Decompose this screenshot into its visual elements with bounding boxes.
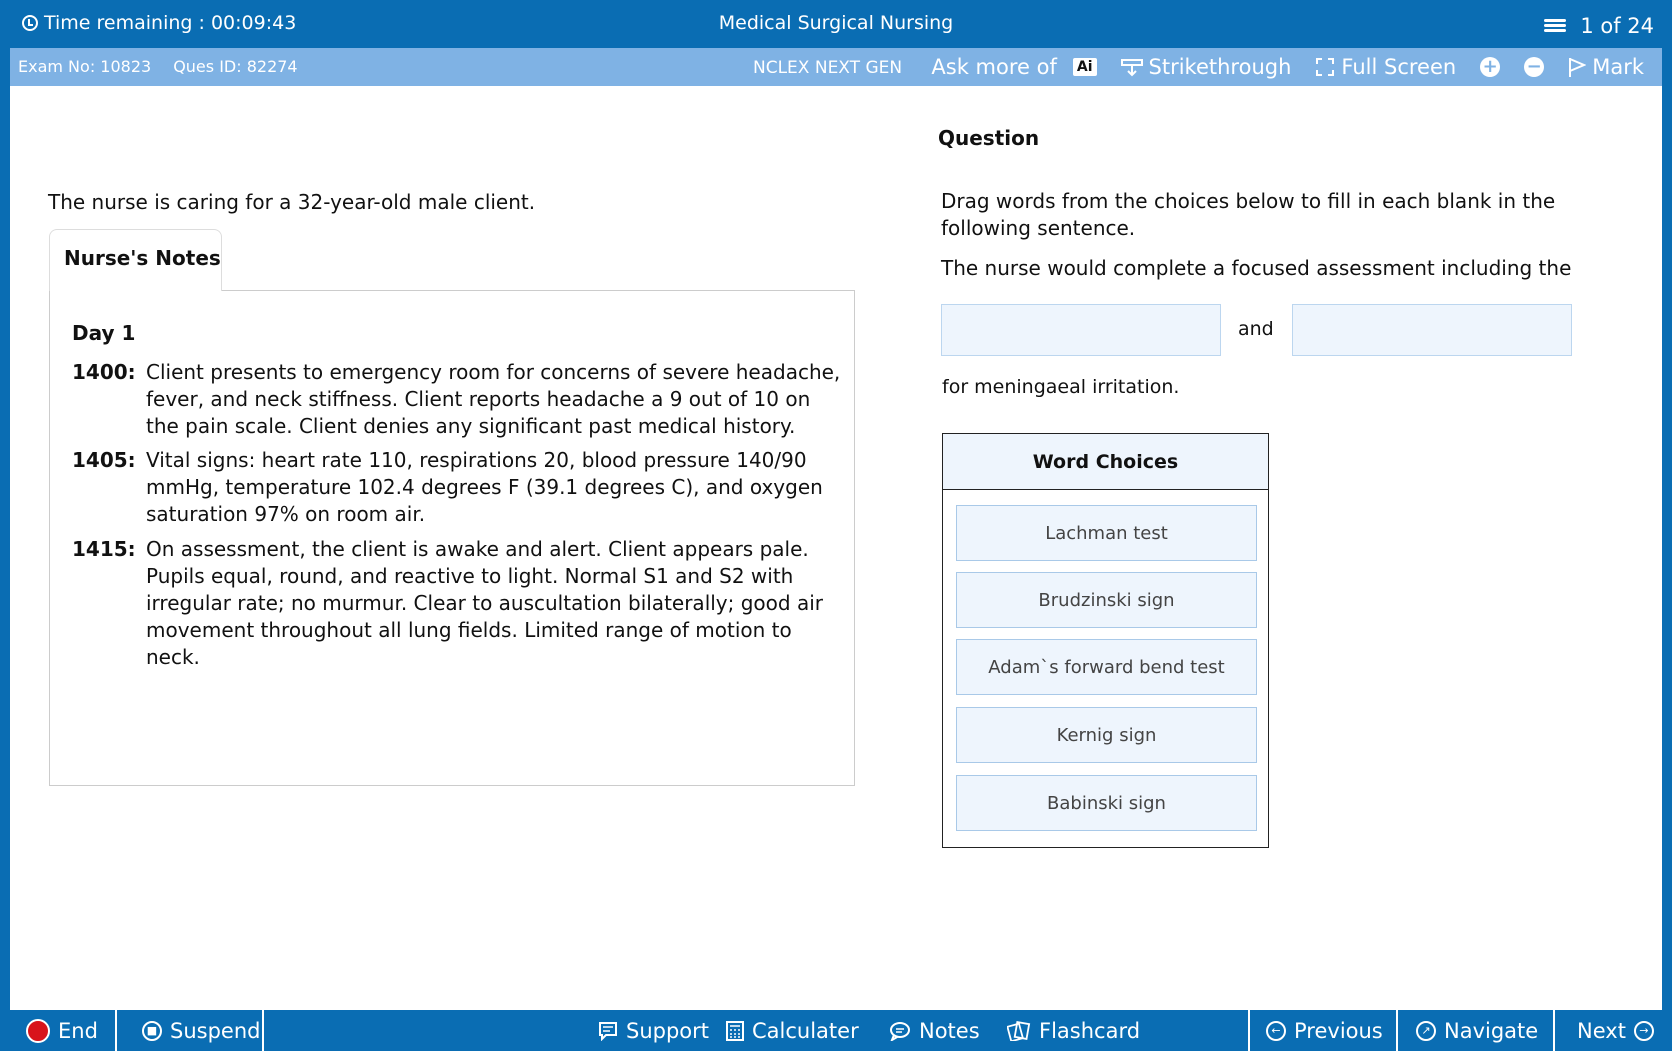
question-heading: Question [938,126,1040,150]
stop-icon [26,1019,50,1043]
full-screen-label: Full Screen [1341,55,1457,79]
question-counter[interactable] [1544,14,1654,38]
end-button[interactable] [26,1010,98,1051]
word-choice[interactable]: Adam`s forward bend test [956,639,1257,695]
suspend-button[interactable] [142,1010,260,1051]
speech-bubble-icon [889,1021,911,1041]
expand-icon [1315,57,1335,77]
divider [1553,1010,1555,1051]
connector-text: and [1238,318,1274,340]
note-time: 1400: [72,360,136,384]
exam-mode: NCLEX NEXT GEN [753,58,903,78]
notes-button[interactable] [889,1010,980,1051]
sentence-end: for meningaeal irritation. [942,376,1180,398]
next-label: Next [1577,1018,1626,1043]
mark-button[interactable] [1568,55,1644,79]
ai-icon: Ai [1073,58,1097,76]
drop-zone-2[interactable] [1292,304,1572,356]
calculator-icon [726,1021,744,1041]
suspend-icon: ■ [142,1021,162,1041]
flag-icon [1568,56,1586,78]
support-label: Support [626,1018,710,1043]
word-choice[interactable]: Brudzinski sign [956,572,1257,628]
strikethrough-icon [1121,57,1143,77]
timer-label: Time remaining : 00:09:43 [44,12,297,34]
word-choice[interactable]: Lachman test [956,505,1257,561]
divider [262,1010,264,1051]
compass-icon: ↗ [1416,1021,1436,1041]
word-choice[interactable]: Kernig sign [956,707,1257,763]
navigate-button[interactable] [1416,1010,1538,1051]
suspend-label: Suspend [170,1018,261,1043]
previous-label: Previous [1294,1018,1383,1043]
previous-button[interactable] [1266,1010,1383,1051]
mark-label: Mark [1592,55,1644,79]
zoom-in-icon[interactable]: + [1480,57,1500,77]
zoom-out-icon[interactable]: − [1524,57,1544,77]
nurses-notes-panel [49,290,855,786]
ask-ai-button[interactable] [931,55,1096,79]
note-time: 1405: [72,448,136,472]
flashcard-label: Flashcard [1039,1018,1141,1043]
calculator-button[interactable] [726,1010,859,1051]
note-entry [72,447,842,528]
case-stem: The nurse is caring for a 32-year-old male client. [48,190,536,214]
navigate-label: Navigate [1444,1018,1539,1043]
question-list-icon[interactable] [1544,18,1566,34]
note-text: Client presents to emergency room for concerns of severe headache, fever, and neck stiffness. Client reports headache a 9 out of 10 on the pain scale. Client denies any significant past medical history. [146,360,841,438]
drop-zone-1[interactable] [941,304,1221,356]
tool-bar [10,48,1662,86]
main-content [10,86,1662,1010]
note-entry [72,359,842,440]
divider [1396,1010,1398,1051]
full-screen-button[interactable] [1315,55,1456,79]
word-choices-panel [942,433,1269,848]
arrow-left-icon: ← [1266,1021,1286,1041]
ask-ai-label: Ask more of [931,55,1057,79]
question-sentence: The nurse would complete a focused assessment including the [941,256,1572,280]
note-time: 1415: [72,537,136,561]
note-entry [72,536,842,671]
chat-icon [598,1021,618,1041]
note-text: On assessment, the client is awake and alert. Client appears pale. Pupils equal, round, and reactive to light. Normal S1 and S2 with irregular rate; no murmur. Clear to auscultation bilaterally; good air movement throughout all lung fields. Limited range of motion to neck. [146,537,823,669]
end-label: End [58,1018,98,1043]
next-button[interactable] [1577,1010,1654,1051]
word-choice[interactable]: Babinski sign [956,775,1257,831]
strikethrough-button[interactable] [1121,55,1292,79]
exam-number: Exam No: 10823 [18,57,152,76]
word-choices-title: Word Choices [943,434,1268,490]
support-button[interactable] [598,1010,709,1051]
strikethrough-label: Strikethrough [1148,55,1292,79]
question-id: Ques ID: 82274 [173,57,298,76]
counter-label: 1 of 24 [1580,14,1654,38]
question-instruction: Drag words from the choices below to fill in each blank in the following sentence. [941,189,1556,240]
arrow-right-icon: → [1634,1021,1654,1041]
top-bar [0,0,1672,48]
flashcard-icon [1007,1021,1031,1041]
bottom-bar [0,1010,1672,1051]
tab-nurses-notes[interactable]: Nurse's Notes [49,229,222,291]
divider [115,1010,117,1051]
flashcard-button[interactable] [1007,1010,1140,1051]
note-text: Vital signs: heart rate 110, respirations 20, blood pressure 140/90 mmHg, temperature 102.4 degrees F (39.1 degrees C), and oxygen saturation 97% on room air. [146,448,823,526]
notes-label: Notes [919,1018,980,1043]
day-heading: Day 1 [72,321,136,345]
app-title: Medical Surgical Nursing [718,12,954,34]
calculator-label: Calculater [752,1018,859,1043]
divider [1248,1010,1250,1051]
